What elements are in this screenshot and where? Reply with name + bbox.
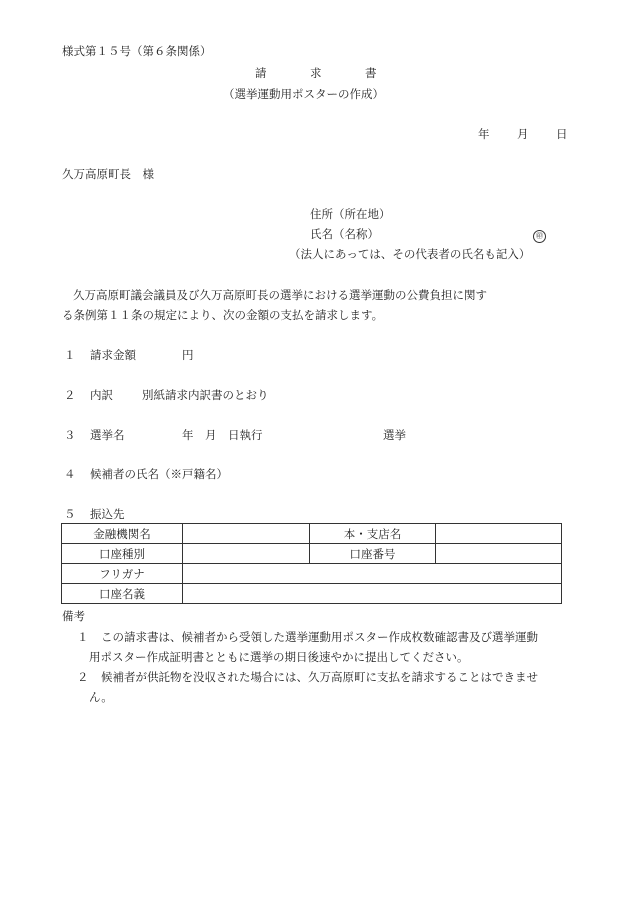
corporate-note: （法人にあっては、その代表者の氏名も記入） (289, 247, 531, 261)
bank-table (61, 523, 562, 604)
item-3-number: ３ (64, 428, 76, 442)
account-type-field[interactable] (183, 544, 310, 564)
item-4-label: 候補者の氏名（※戸籍名） (90, 467, 228, 481)
title-char-2: 求 (310, 66, 322, 80)
addressee: 久万高原町長 様 (62, 167, 154, 181)
remarks-heading: 備考 (62, 609, 85, 623)
branch-label: 本・支店名 (310, 524, 436, 544)
furigana-label: フリガナ (62, 564, 183, 584)
form-number: 様式第１５号（第６条関係） (62, 44, 212, 58)
item-2-value: 別紙請求内訳書のとおり (142, 388, 269, 402)
item-2-label: 内訳 (90, 388, 113, 402)
account-number-label: 口座番号 (310, 544, 436, 564)
table-row (62, 544, 562, 564)
item-5-number: ５ (64, 507, 76, 521)
item-4-number: ４ (64, 467, 76, 481)
item-5-label: 振込先 (90, 507, 125, 521)
date-year: 年 (478, 127, 490, 141)
bank-name-field[interactable] (183, 524, 310, 544)
table-row (62, 524, 562, 544)
remark-2-line-2: ん。 (89, 690, 113, 704)
seal-icon: ㊞ (533, 230, 546, 243)
date-month: 月 (517, 127, 529, 141)
item-1-unit: 円 (182, 348, 194, 362)
body-line-1: 久万高原町議会議員及び久万高原町長の選挙における選挙運動の公費負担に関す (73, 288, 487, 302)
account-type-label: 口座種別 (62, 544, 183, 564)
bank-name-label: 金融機関名 (62, 524, 183, 544)
name-label: 氏名（名称） (310, 227, 379, 241)
title-subtitle: （選挙運動用ポスターの作成） (223, 87, 384, 101)
remark-2-line-1: 候補者が供託物を没収された場合には、久万高原町に支払を請求することはできませ (101, 670, 538, 684)
branch-field[interactable] (436, 524, 562, 544)
seal-mark (533, 227, 546, 243)
title-char-1: 請 (255, 66, 267, 80)
item-3-label: 選挙名 (90, 428, 125, 442)
title-char-3: 書 (365, 66, 377, 80)
account-number-field[interactable] (436, 544, 562, 564)
remark-1-number: １ (77, 630, 89, 644)
remark-2-number: ２ (77, 670, 89, 684)
date-day: 日 (556, 127, 568, 141)
item-3-suffix: 選挙 (383, 428, 406, 442)
item-2-number: ２ (64, 388, 76, 402)
item-1-label: 請求金額 (90, 348, 136, 362)
address-label: 住所（所在地） (310, 207, 391, 221)
account-holder-label: 口座名義 (62, 584, 183, 604)
remark-1-line-1: この請求書は、候補者から受領した選挙運動用ポスター作成枚数確認書及び選挙運動 (101, 630, 538, 644)
table-row (62, 564, 562, 584)
furigana-field[interactable] (183, 564, 562, 584)
body-line-2: る条例第１１条の規定により、次の金額の支払を請求します。 (62, 308, 384, 322)
item-3-date: 年 月 日執行 (182, 428, 263, 442)
table-row (62, 584, 562, 604)
account-holder-field[interactable] (183, 584, 562, 604)
remark-1-line-2: 用ポスター作成証明書とともに選挙の期日後速やかに提出してください。 (89, 650, 469, 664)
item-1-number: １ (64, 348, 76, 362)
